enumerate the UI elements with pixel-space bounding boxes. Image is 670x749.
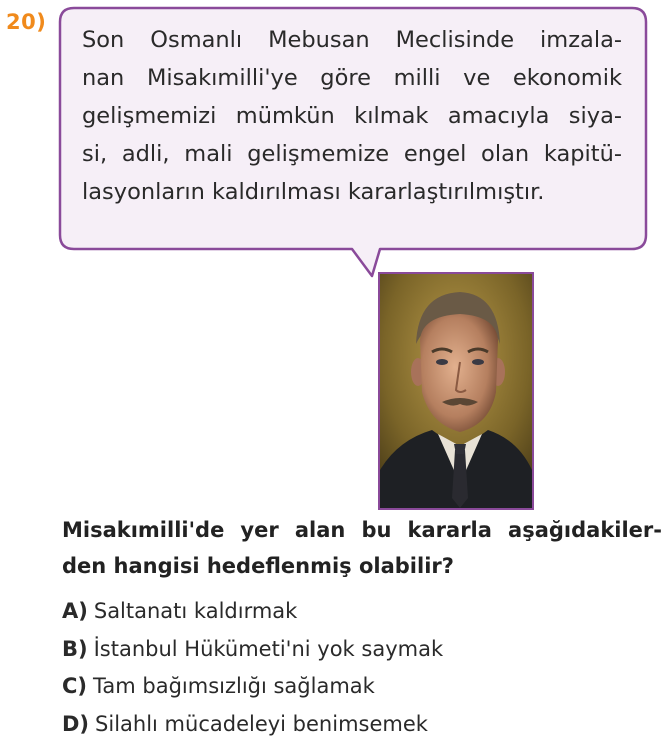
portrait-photo bbox=[378, 272, 534, 510]
stem-line: Misakımilli'de yer alan bu kararla aşağıdakiler- bbox=[62, 518, 662, 542]
option-letter: B) bbox=[62, 636, 88, 661]
option-d[interactable] bbox=[62, 706, 443, 744]
option-a[interactable] bbox=[62, 593, 443, 631]
question-number: 20) bbox=[6, 10, 47, 34]
bubble-line: Son Osmanlı Mebusan Meclisinde imzala- bbox=[82, 27, 622, 53]
bubble-line: lasyonların kaldırılması kararlaştırılmıştır. bbox=[82, 179, 545, 205]
bubble-text bbox=[82, 21, 622, 211]
stem-line: den hangisi hedeflenmiş olabilir? bbox=[62, 554, 454, 578]
answer-options bbox=[62, 593, 443, 743]
option-letter: A) bbox=[62, 599, 88, 623]
option-letter: D) bbox=[62, 711, 90, 736]
bubble-line: nan Misakımilli'ye göre milli ve ekonomik bbox=[82, 65, 622, 91]
option-text: İstanbul Hükümeti'ni yok saymak bbox=[93, 636, 444, 661]
option-text: Saltanatı kaldırmak bbox=[93, 599, 298, 623]
question-stem bbox=[62, 512, 662, 584]
option-b[interactable] bbox=[62, 631, 443, 669]
bubble-line: gelişmemizi mümkün kılmak amacıyla siya- bbox=[82, 103, 622, 129]
option-letter: C) bbox=[62, 674, 88, 698]
option-text: Silahlı mücadeleyi benimsemek bbox=[95, 711, 428, 736]
portrait-illustration bbox=[380, 274, 532, 508]
option-c[interactable] bbox=[62, 668, 443, 706]
option-text: Tam bağımsızlığı sağlamak bbox=[93, 674, 375, 698]
bubble-line: si, adli, mali gelişmemize engel olan kapitü- bbox=[82, 141, 622, 167]
